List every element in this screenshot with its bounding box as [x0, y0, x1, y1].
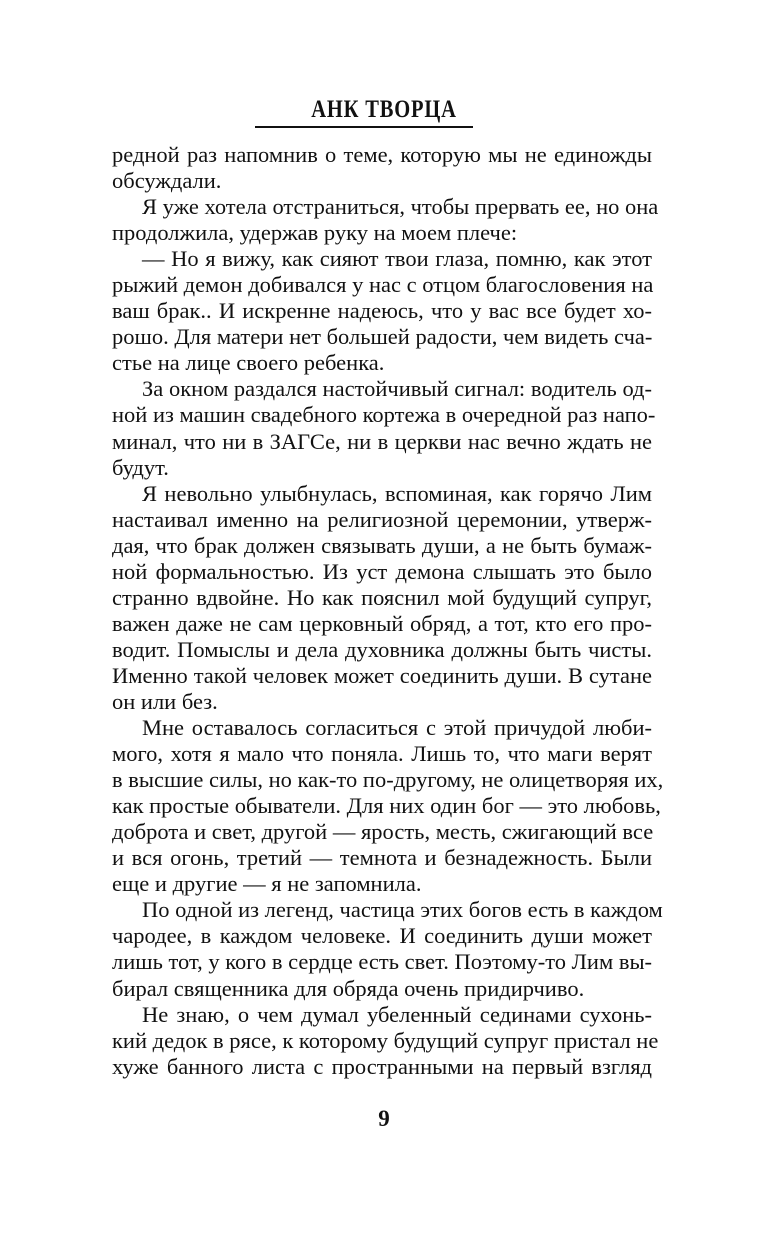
- text-line: чародее, в каждом человеке. И соединить души может: [112, 923, 652, 949]
- body-text: [112, 142, 664, 1080]
- text-line: дая, что брак должен связывать души, а не быть бумаж-: [112, 532, 652, 558]
- text-line: Не знаю, о чем думал убеленный сединами сухонь-: [142, 1001, 652, 1027]
- text-line: По одной из легенд, частица этих богов есть в каждом: [142, 897, 663, 923]
- text-line: он или без.: [112, 688, 218, 714]
- text-line: Именно такой человек может соединить души. В сутане: [112, 662, 652, 688]
- text-line: доброта и свет, другой — ярость, месть, сжигающий все: [112, 819, 654, 845]
- text-line: будут.: [112, 454, 169, 480]
- text-line: лишь тот, у кого в сердце есть свет. Поэтому-то Лим вы-: [112, 949, 653, 975]
- header-rule: [255, 126, 473, 128]
- text-line: рыжий демон добивался у нас с отцом благословения на: [112, 272, 654, 298]
- text-line: — Но я вижу, как сияют твои глаза, помню, как этот: [142, 246, 652, 272]
- text-line: ваш брак.. И искренне надеюсь, что у вас все будет хо-: [112, 298, 652, 324]
- text-line: странно вдвойне. Но как пояснил мой будущий супруг,: [112, 584, 652, 610]
- text-line: водит. Помыслы и дела духовника должны быть чисты.: [112, 636, 652, 662]
- text-line: За окном раздался настойчивый сигнал: водитель од-: [142, 376, 652, 402]
- text-line: ной формальностью. Из уст демона слышать это было: [112, 558, 652, 584]
- text-line: важен даже не сам церковный обряд, а тот, кто его про-: [112, 610, 652, 636]
- text-line: как простые обыватели. Для них один бог — это любовь,: [112, 793, 661, 819]
- page-number: 9: [378, 1106, 390, 1131]
- text-line: Я уже хотела отстраниться, чтобы прервать ее, но она: [142, 194, 659, 220]
- text-line: продолжила, удержав руку на моем плече:: [112, 220, 518, 246]
- text-line: настаивал именно на религиозной церемонии, утверж-: [112, 506, 652, 532]
- text-line: минал, что ни в ЗАГСе, ни в церкви нас вечно ждать не: [112, 428, 652, 454]
- text-line: Я невольно улыбнулась, вспоминая, как горячо Лим: [142, 480, 652, 506]
- running-head-title: АНК ТВОРЦА: [311, 96, 457, 123]
- text-line: бирал священника для обряда очень придирчиво.: [112, 975, 585, 1001]
- text-line: мого, хотя я мало что поняла. Лишь то, что маги верят: [112, 741, 652, 767]
- text-line: еще и другие — я не запомнила.: [112, 871, 422, 897]
- text-line: Мне оставалось согласиться с этой причудой люби-: [142, 715, 652, 741]
- text-line: стье на лице своего ребенка.: [112, 350, 385, 376]
- text-line: редной раз напомнив о теме, которую мы не единожды: [112, 142, 652, 167]
- text-line: рошо. Для матери нет большей радости, чем видеть сча-: [112, 324, 653, 350]
- text-line: в высшие силы, но как-то по-другому, не олицетворяя их,: [112, 767, 664, 793]
- text-line: и вся огонь, третий — темнота и безнадежность. Были: [112, 845, 652, 871]
- text-line: хуже банного листа с пространными на первый взгляд: [112, 1053, 652, 1079]
- text-line: ной из машин свадебного кортежа в очередной раз напо-: [112, 402, 656, 428]
- text-line: обсуждали.: [112, 168, 222, 194]
- text-line: кий дедок в рясе, к которому будущий супруг пристал не: [112, 1027, 659, 1053]
